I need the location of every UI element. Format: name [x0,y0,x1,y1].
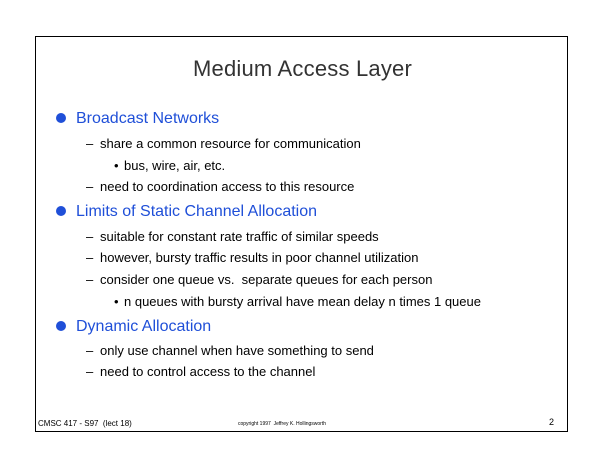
list-item-text: share a common resource for communication [100,136,361,151]
sub-list-item [114,158,225,174]
sub-list-item-text: bus, wire, air, etc. [124,158,226,173]
list-item-text: only use channel when have something to send [100,343,374,358]
small-bullet-icon: • [114,294,119,309]
section-heading: Limits of Static Channel Allocation [76,203,318,220]
list-item [86,250,418,266]
dash-icon: – [86,179,94,194]
list-item [86,179,354,195]
dash-icon: – [86,136,94,151]
section-broadcast-networks [56,110,219,128]
section-static-allocation [56,203,317,221]
list-item-text: need to coordination access to this resource [100,179,355,194]
dash-icon: – [86,343,94,358]
list-item [86,343,374,359]
section-heading: Dynamic Allocation [76,318,212,335]
footer-course: CMSC 417 - S97 (lect 18) [38,419,132,428]
bullet-dot-icon [56,113,66,123]
bullet-dot-icon [56,321,66,331]
dash-icon: – [86,364,94,379]
sub-list-item-text: n queues with bursty arrival have mean delay n times 1 queue [124,294,481,309]
page-number: 2 [549,417,555,427]
dash-icon: – [86,229,94,244]
list-item [86,229,379,245]
section-dynamic-allocation [56,318,211,336]
list-item-text: need to control access to the channel [100,364,316,379]
section-heading: Broadcast Networks [76,110,220,127]
list-item-text: suitable for constant rate traffic of similar speeds [100,229,379,244]
small-bullet-icon: • [114,158,119,173]
dash-icon: – [86,272,94,287]
sub-list-item [114,294,481,310]
slide-title: Medium Access Layer [193,56,412,81]
list-item [86,364,315,380]
list-item-text: consider one queue vs. separate queues for each person [100,272,433,287]
list-item [86,272,432,288]
list-item [86,136,361,152]
dash-icon: – [86,250,94,265]
footer-copyright: copyright 1997 Jeffrey K. Hollingsworth [238,421,327,427]
list-item-text: however, bursty traffic results in poor channel utilization [100,250,419,265]
bullet-dot-icon [56,206,66,216]
